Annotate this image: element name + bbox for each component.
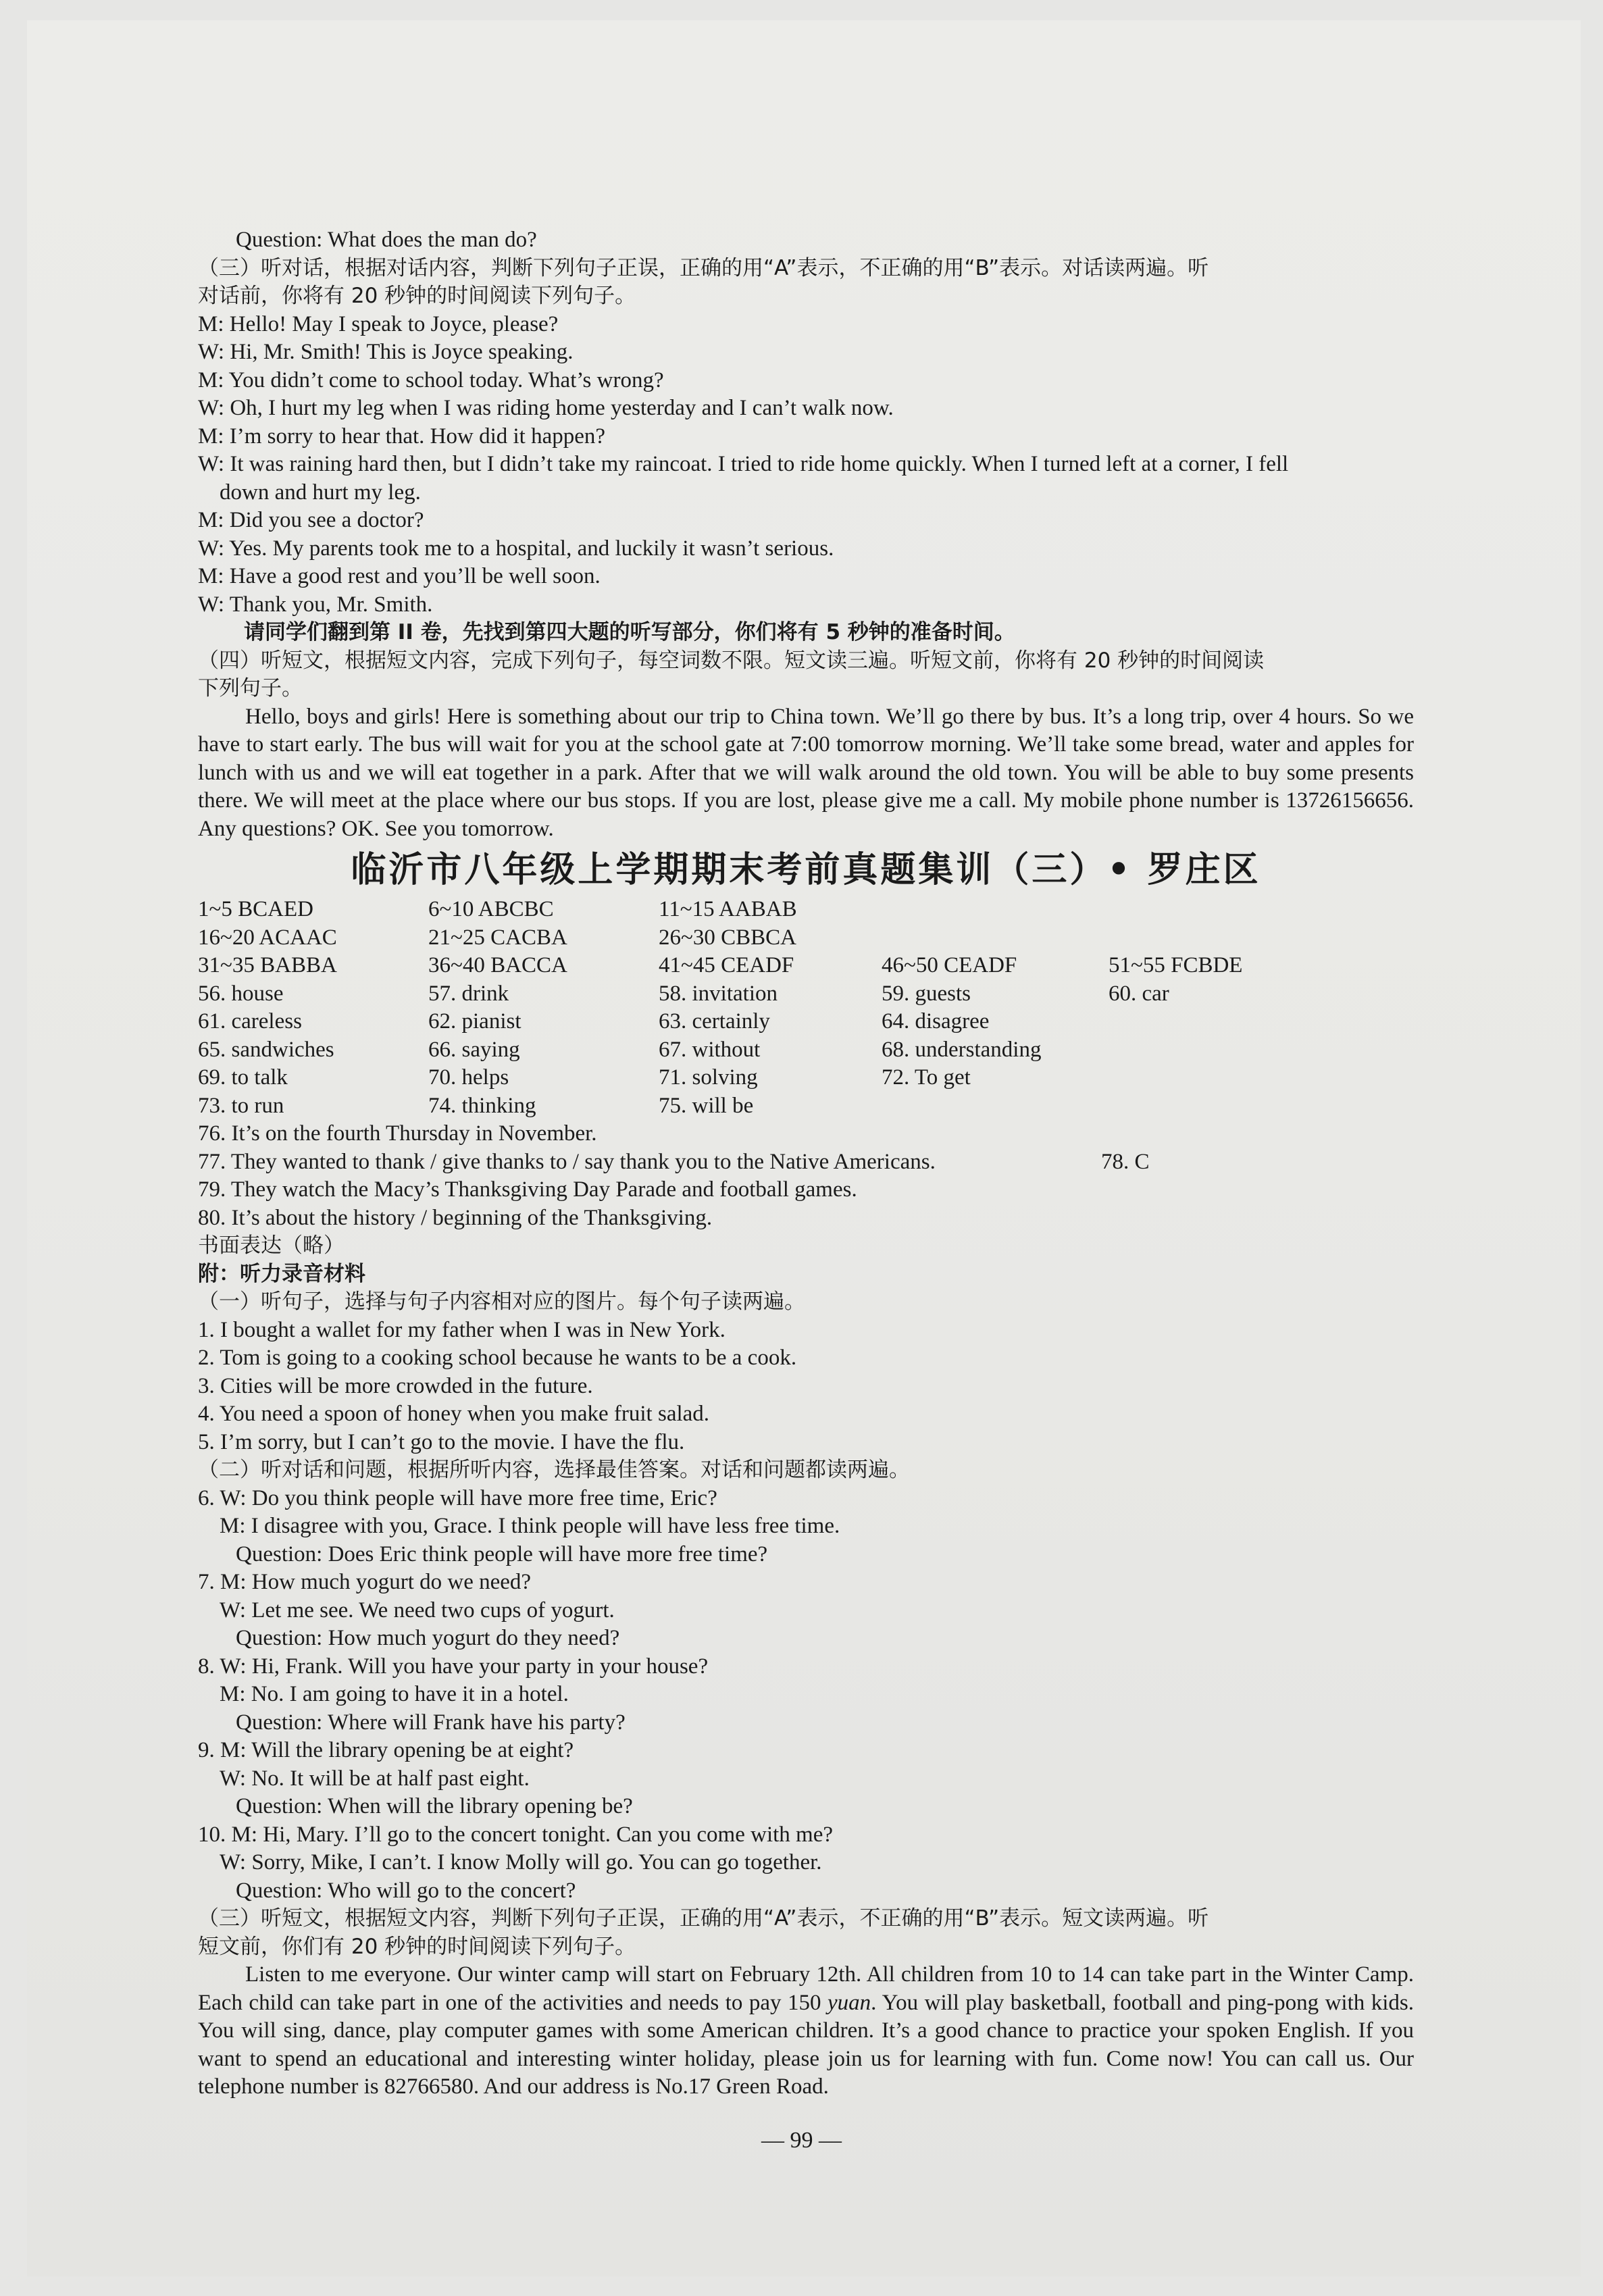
answer-cell: [1109, 1036, 1311, 1065]
passage-winter-camp: [198, 1961, 1414, 2101]
dialog-line: 7. M: How much yogurt do we need?: [198, 1570, 532, 1594]
dialog-question: Question: How much yogurt do they need?: [236, 1626, 620, 1650]
dialog-line: 10. M: Hi, Mary. I’ll go to the concert tonight. Can you come with me?: [198, 1822, 834, 1847]
dialog-line: W: Sorry, Mike, I can’t. I know Molly will go. You can go together.: [220, 1850, 822, 1874]
section3-instruction: （三）听对话，根据对话内容，判断下列句子正误，正确的用“A”表示，不正确的用“B”表示。对话读两遍。听: [198, 255, 1209, 280]
dialog-line: 8. W: Hi, Frank. Will you have your party in your house?: [198, 1654, 709, 1679]
answer-80: 80. It’s about the history / beginning of the Thanksgiving.: [198, 1205, 713, 1230]
answer-cell: 57. drink: [428, 981, 509, 1006]
dialogue-block: [198, 311, 1414, 479]
answer-cell: 56. house: [198, 981, 284, 1006]
answer-77: 77. They wanted to thank / give thanks to / say thank you to the Native Americans.: [198, 1149, 936, 1174]
answer-cell: 65. sandwiches: [198, 1037, 334, 1062]
part3-instruction-cont: 短文前，你们有 20 秒钟的时间阅读下列句子。: [198, 1934, 636, 1959]
part2-instruction: （二）听对话和问题，根据所听内容，选择最佳答案。对话和问题都读两遍。: [198, 1458, 910, 1482]
answer-cell: 36~40 BACCA: [428, 953, 567, 977]
answer-cell: [1109, 1008, 1311, 1036]
answer-cell: 74. thinking: [428, 1093, 536, 1118]
answer-row: [198, 1148, 1414, 1177]
answer-cell: 31~35 BABBA: [198, 953, 337, 977]
answer-cell: 11~15 AABAB: [659, 897, 797, 921]
answer-cell: 62. pianist: [428, 1009, 521, 1034]
answer-cell: 51~55 FCBDE: [1109, 953, 1243, 977]
part1-instruction: （一）听句子，选择与句子内容相对应的图片。每个句子读两遍。: [198, 1290, 805, 1314]
answer-cell: [1109, 924, 1311, 952]
answer-cell: 68. understanding: [882, 1037, 1042, 1062]
page-content: [198, 226, 1414, 2101]
section4-instruction-cont: 下列句子。: [198, 676, 303, 700]
answer-cell: 16~20 ACAAC: [198, 925, 337, 950]
answer-cell: 21~25 CACBA: [428, 925, 567, 950]
passage-text-a: Listen to me everyone. Our winter camp will start on February 12th. All children from 10 to 14 can take part in the Winter Camp. Each child can take part in one of the activities and needs to pay 150: [198, 1962, 1414, 2015]
dialogue-line: M: Hello! May I speak to Joyce, please?: [198, 311, 559, 336]
dialog-line: M: No. I am going to have it in a hotel.: [220, 1682, 569, 1706]
dialog-question: Question: Who will go to the concert?: [236, 1878, 576, 1903]
section3-instruction-cont: 对话前，你将有 20 秒钟的时间阅读下列句子。: [198, 284, 636, 308]
sentence-item: 3. Cities will be more crowded in the future.: [198, 1373, 593, 1398]
answer-cell: 41~45 CEADF: [659, 953, 794, 977]
dialog-line: M: I disagree with you, Grace. I think people will have less free time.: [220, 1514, 840, 1538]
answer-cell: 59. guests: [882, 981, 971, 1006]
dialogue-line: W: It was raining hard then, but I didn’t take my raincoat. I tried to ride home quickly. When I turned left at a corner, I fell: [198, 452, 1289, 476]
answer-76: 76. It’s on the fourth Thursday in November.: [198, 1121, 597, 1146]
answer-cell: 58. invitation: [659, 981, 778, 1006]
dialog-line: 9. M: Will the library opening be at eight?: [198, 1738, 574, 1762]
dialog-line: W: No. It will be at half past eight.: [220, 1766, 530, 1791]
answer-cell: 69. to talk: [198, 1065, 288, 1090]
dialogue-line: M: Did you see a doctor?: [198, 508, 424, 532]
dialog-question: Question: When will the library opening be?: [236, 1794, 633, 1818]
answer-cell: 61. careless: [198, 1009, 302, 1034]
section-title: 临沂市八年级上学期期末考前真题集训（三）• 罗庄区: [351, 849, 1261, 890]
sentence-item: 2. Tom is going to a cooking school because he wants to be a cook.: [198, 1346, 797, 1370]
dialogue-line: M: I’m sorry to hear that. How did it happen?: [198, 424, 606, 449]
answer-cell: [1109, 896, 1311, 924]
answer-cell: [1109, 1064, 1311, 1092]
dialog-list: [198, 1485, 1414, 1906]
answer-cell: 1~5 BCAED: [198, 897, 313, 921]
answer-cell: 6~10 ABCBC: [428, 897, 554, 921]
question-line: Question: What does the man do?: [236, 228, 537, 252]
answer-cell: 70. helps: [428, 1065, 509, 1090]
sentence-item: 1. I bought a wallet for my father when I was in New York.: [198, 1317, 726, 1342]
dialog-line: W: Let me see. We need two cups of yogurt.: [220, 1598, 615, 1623]
answer-cell: 71. solving: [659, 1065, 758, 1090]
dialog-line: 6. W: Do you think people will have more free time, Eric?: [198, 1485, 717, 1510]
passage-text-b: . You will play basketball, football and ping-pong with kids. You will sing, dance, play computer games with some American children. It’s a good chance to practice your spoken English. If you want to spend an educational and interesting winter holiday, please join us for learning with fun. Come now! You can call us. Our telephone number is 82766580. And our address is No.17 Green Road.: [198, 1990, 1414, 2099]
answer-79: 79. They watch the Macy’s Thanksgiving Day Parade and football games.: [198, 1177, 857, 1202]
answer-cell: 75. will be: [659, 1093, 754, 1118]
dialogue-line: W: Yes. My parents took me to a hospital, and luckily it wasn’t serious.: [198, 536, 834, 561]
dialog-question: Question: Does Eric think people will have more free time?: [236, 1541, 768, 1566]
page-number: — 99 —: [761, 2128, 842, 2153]
passage-text-yuan: yuan: [827, 1990, 871, 2015]
answer-cell: 67. without: [659, 1037, 761, 1062]
answer-cell: 63. certainly: [659, 1009, 770, 1034]
dialogue-line: M: You didn’t come to school today. What’s wrong?: [198, 367, 664, 392]
writing-note: 书面表达（略）: [198, 1233, 345, 1258]
answer-cell: [1109, 1092, 1311, 1121]
answer-cell: 72. To get: [882, 1065, 971, 1090]
sentence-list: [198, 1317, 1414, 1457]
answer-cell: 60. car: [1109, 981, 1169, 1006]
dialog-question: Question: Where will Frank have his party?: [236, 1710, 626, 1735]
part3-instruction: （三）听短文，根据短文内容，判断下列句子正误，正确的用“A”表示，不正确的用“B”表示。短文读两遍。听: [198, 1906, 1209, 1931]
answer-cell: 26~30 CBBCA: [659, 925, 796, 950]
sentence-item: 5. I’m sorry, but I can’t go to the movie. I have the flu.: [198, 1429, 685, 1454]
answer-cell: 66. saying: [428, 1037, 520, 1062]
dialogue-line: W: Oh, I hurt my leg when I was riding home yesterday and I can’t walk now.: [198, 396, 894, 420]
dialogue-line: down and hurt my leg.: [220, 480, 421, 505]
appendix-heading: 附：听力录音材料: [198, 1261, 365, 1286]
answer-cell: [882, 924, 1109, 952]
dialogue-block-2: [198, 507, 1414, 619]
dialogue-line: M: Have a good rest and you’ll be well soon.: [198, 564, 601, 588]
answer-78: 78. C: [1101, 1149, 1150, 1174]
answer-grid: [198, 896, 1414, 1120]
answer-cell: 73. to run: [198, 1093, 284, 1118]
answer-cell: [882, 896, 1109, 924]
notice-text: 请同学们翻到第 II 卷，先找到第四大题的听写部分，你们将有 5 秒钟的准备时间。: [244, 620, 1015, 644]
section4-instruction: （四）听短文，根据短文内容，完成下列句子，每空词数不限。短文读三遍。听短文前，你将有 20 秒钟的时间阅读: [198, 648, 1265, 673]
passage-trip: Hello, boys and girls! Here is something about our trip to China town. We’ll go there by bus. It’s a long trip, over 4 hours. So we have to start early. The bus will wait for you at the school gate at 7:00 tomorrow morning. We’ll take some bread, water and apples for lunch with us and we will eat together in a park. After that we will walk around the old town. You will be able to buy some presents there. We will meet at the place where our bus stops. If you are lost, please give me a call. My mobile phone number is 13726156656. Any questions? OK. See you tomorrow.: [198, 704, 1414, 841]
sentence-item: 4. You need a spoon of honey when you make fruit salad.: [198, 1402, 710, 1426]
dialogue-line: W: Hi, Mr. Smith! This is Joyce speaking.: [198, 340, 574, 364]
answer-cell: 46~50 CEADF: [882, 953, 1017, 977]
answer-cell: [882, 1092, 1109, 1121]
dialogue-line: W: Thank you, Mr. Smith.: [198, 592, 433, 617]
answer-cell: 64. disagree: [882, 1009, 990, 1034]
